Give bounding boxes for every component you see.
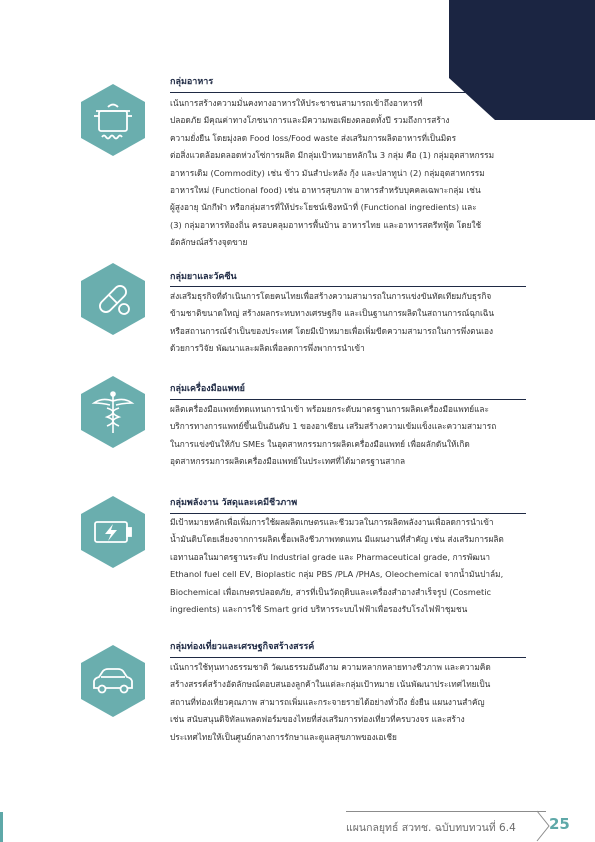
body-line: เช่น สนับสนุนดิจิทัลแพลตฟอร์มของไทยที่ส่งเสริมการท่องเที่ยวที่ครบวงจร และสร้าง [170, 714, 465, 725]
body-line: ด้วยการวิจัย พัฒนาและผลิตเพื่อลดการพึ่งพาการนำเข้า [170, 343, 365, 354]
section-title: กลุ่มพลังงาน วัสดุและเคมีชีวภาพ [170, 498, 298, 508]
section-body [170, 288, 526, 358]
title-underline [170, 286, 526, 287]
body-line: เอทานอลในมาตรฐานระดับ Industrial grade และ Pharmaceutical grade, การพัฒนา [170, 551, 491, 562]
title-underline [170, 92, 466, 93]
body-line: ความยั่งยืน โดยมุ่งลด Food loss/Food waste ส่งเสริมการผลิตอาหารที่เป็นมิตร [170, 132, 457, 143]
body-line: ผู้สูงอายุ นักกีฬา หรือกลุ่มสารที่ให้ประโยชน์เชิงหน้าที่ (Functional ingredients) และ [170, 202, 477, 213]
footer-line [346, 811, 546, 812]
footer-title: แผนกลยุทธ์ สวทช. ฉบับทบทวนที่ 6.4 [346, 822, 516, 834]
section-title: กลุ่มอาหาร [170, 77, 214, 87]
body-line: ต่อสิ่งแวดล้อมตลอดห่วงโซ่การผลิต มีกลุ่มเป้าหมายหลักใน 3 กลุ่ม คือ (1) กลุ่มอุตสาหกรรม [170, 150, 495, 161]
title-underline [170, 399, 526, 400]
body-line: สร้างสรรค์สร้างอัตลักษณ์ตอบสนองลูกค้าในแต่ละกลุ่มเป้าหมาย เน้นพัฒนาประเทศไทยเป็น [170, 679, 491, 690]
section-body [170, 659, 526, 746]
energy-hexagon [80, 495, 146, 569]
body-line: อาหารใหม่ (Functional food) เช่น อาหารสุขภาพ อาหารสำหรับบุคคลเฉพาะกลุ่ม เช่น [170, 185, 481, 196]
body-line: Biochemical เพื่อเกษตรปลอดภัย, สารที่เป็นวัตถุดิบและเครื่องสำอางสำเร็จรูป (Cosmetic [170, 586, 492, 597]
body-line: เน้นการสร้างความมั่นคงทางอาหารให้ประชาชนสามารถเข้าถึงอาหารที่ [170, 98, 423, 108]
body-line: (3) กลุ่มอาหารท้องถิ่น ครอบคลุมอาหารพื้นบ้าน อาหารไทย และอาหารสตรีทฟู้ด โดยใช้ [170, 219, 482, 230]
body-line: ส่งเสริมธุรกิจที่ดำเนินการโดยคนไทยเพื่อสร้างความสามารถในการแข่งขันทัดเทียมกับธุรกิจ [170, 291, 492, 301]
medical-hexagon [80, 375, 146, 449]
section-title: กลุ่มท่องเที่ยวและเศรษฐกิจสร้างสรรค์ [170, 642, 315, 652]
body-line: ปลอดภัย มีคุณค่าทางโภชนาการและมีความพอเพียงตลอดทั้งปี รวมถึงการสร้าง [170, 115, 450, 126]
food-hexagon [80, 83, 146, 157]
section-title: กลุ่มเครื่องมือแพทย์ [170, 384, 245, 394]
body-line: สถานที่ท่องเที่ยวคุณภาพ สามารถเพิ่มและกระจายรายได้อย่างทั่วถึง ยั่งยืน แผนงานสำคัญ [170, 696, 485, 707]
tourism-hexagon [80, 644, 146, 718]
body-line: น้ำมันดิบโดยเลี่ยงจากการผลิตเชื้อเพลิงชีวภาพทดแทน มีแผนงานที่สำคัญ เช่น ส่งเสริมการผลิต [170, 534, 504, 545]
body-line: เน้นการใช้ทุนทางธรรมชาติ วัฒนธรรมอันดีงาม ความหลากหลายทางชีวภาพ และความคิด [170, 662, 491, 672]
section-body [170, 514, 526, 618]
medicine-hexagon [80, 262, 146, 336]
body-line: อัตลักษณ์สร้างจุดขาย [170, 237, 248, 248]
title-underline [170, 657, 526, 658]
section-body [170, 401, 526, 471]
body-line: บริการทางการแพทย์ขึ้นเป็นอันดับ 1 ของอาเซียน เสริมสร้างความเข้มแข็งและความสามารถ [170, 421, 497, 432]
left-accent-bar [0, 812, 3, 842]
body-line: อุตสาหกรรมการผลิตเครื่องมือแพทย์ในประเทศที่ได้มาตรฐานสากล [170, 456, 406, 467]
body-line: Ethanol fuel cell EV, Bioplastic กลุ่ม PBS /PLA /PHAs, Oleochemical จากน้ำมันปาล์ม, [170, 569, 504, 580]
section-body [170, 95, 526, 252]
body-line: ประเทศไทยให้เป็นศูนย์กลางการรักษาและดูแลสุขภาพของเอเชีย [170, 731, 397, 742]
body-line: ผลิตเครื่องมือแพทย์ทดแทนการนำเข้า พร้อมยกระดับมาตรฐานการผลิตเครื่องมือแพทย์และ [170, 404, 489, 414]
body-line: ingredients) และการใช้ Smart grid บริหารระบบไฟฟ้าเพื่อรองรับโรงไฟฟ้าชุมชน [170, 604, 468, 615]
body-line: ในการแข่งขันให้กับ SMEs ในอุตสาหกรรมการผลิตเครื่องมือแพทย์ เพื่อผลักดันให้เกิด [170, 438, 470, 449]
body-line: ข้ามชาติขนาดใหญ่ สร้างผลกระทบทางเศรษฐกิจ และเป็นฐานการผลิตในสถานการณ์ฉุกเฉิน [170, 308, 495, 319]
body-line: มีเป้าหมายหลักเพื่อเพิ่มการใช้ผลผลิตเกษตรและชีวมวลในการผลิตพลังงานเพื่อลดการนำเข้า [170, 517, 494, 527]
page-number: 25 [549, 815, 570, 833]
body-line: หรือสถานการณ์จำเป็นของประเทศ โดยมีเป้าหมายเพื่อเพิ่มขีดความสามารถในการพึ่งตนเอง [170, 325, 494, 336]
section-title: กลุ่มยาและวัคซีน [170, 272, 237, 282]
body-line: อาหารเดิม (Commodity) เช่น ข้าว มันสำปะหลัง กุ้ง และปลาทูน่า (2) กลุ่มอุตสาหกรรม [170, 167, 485, 178]
